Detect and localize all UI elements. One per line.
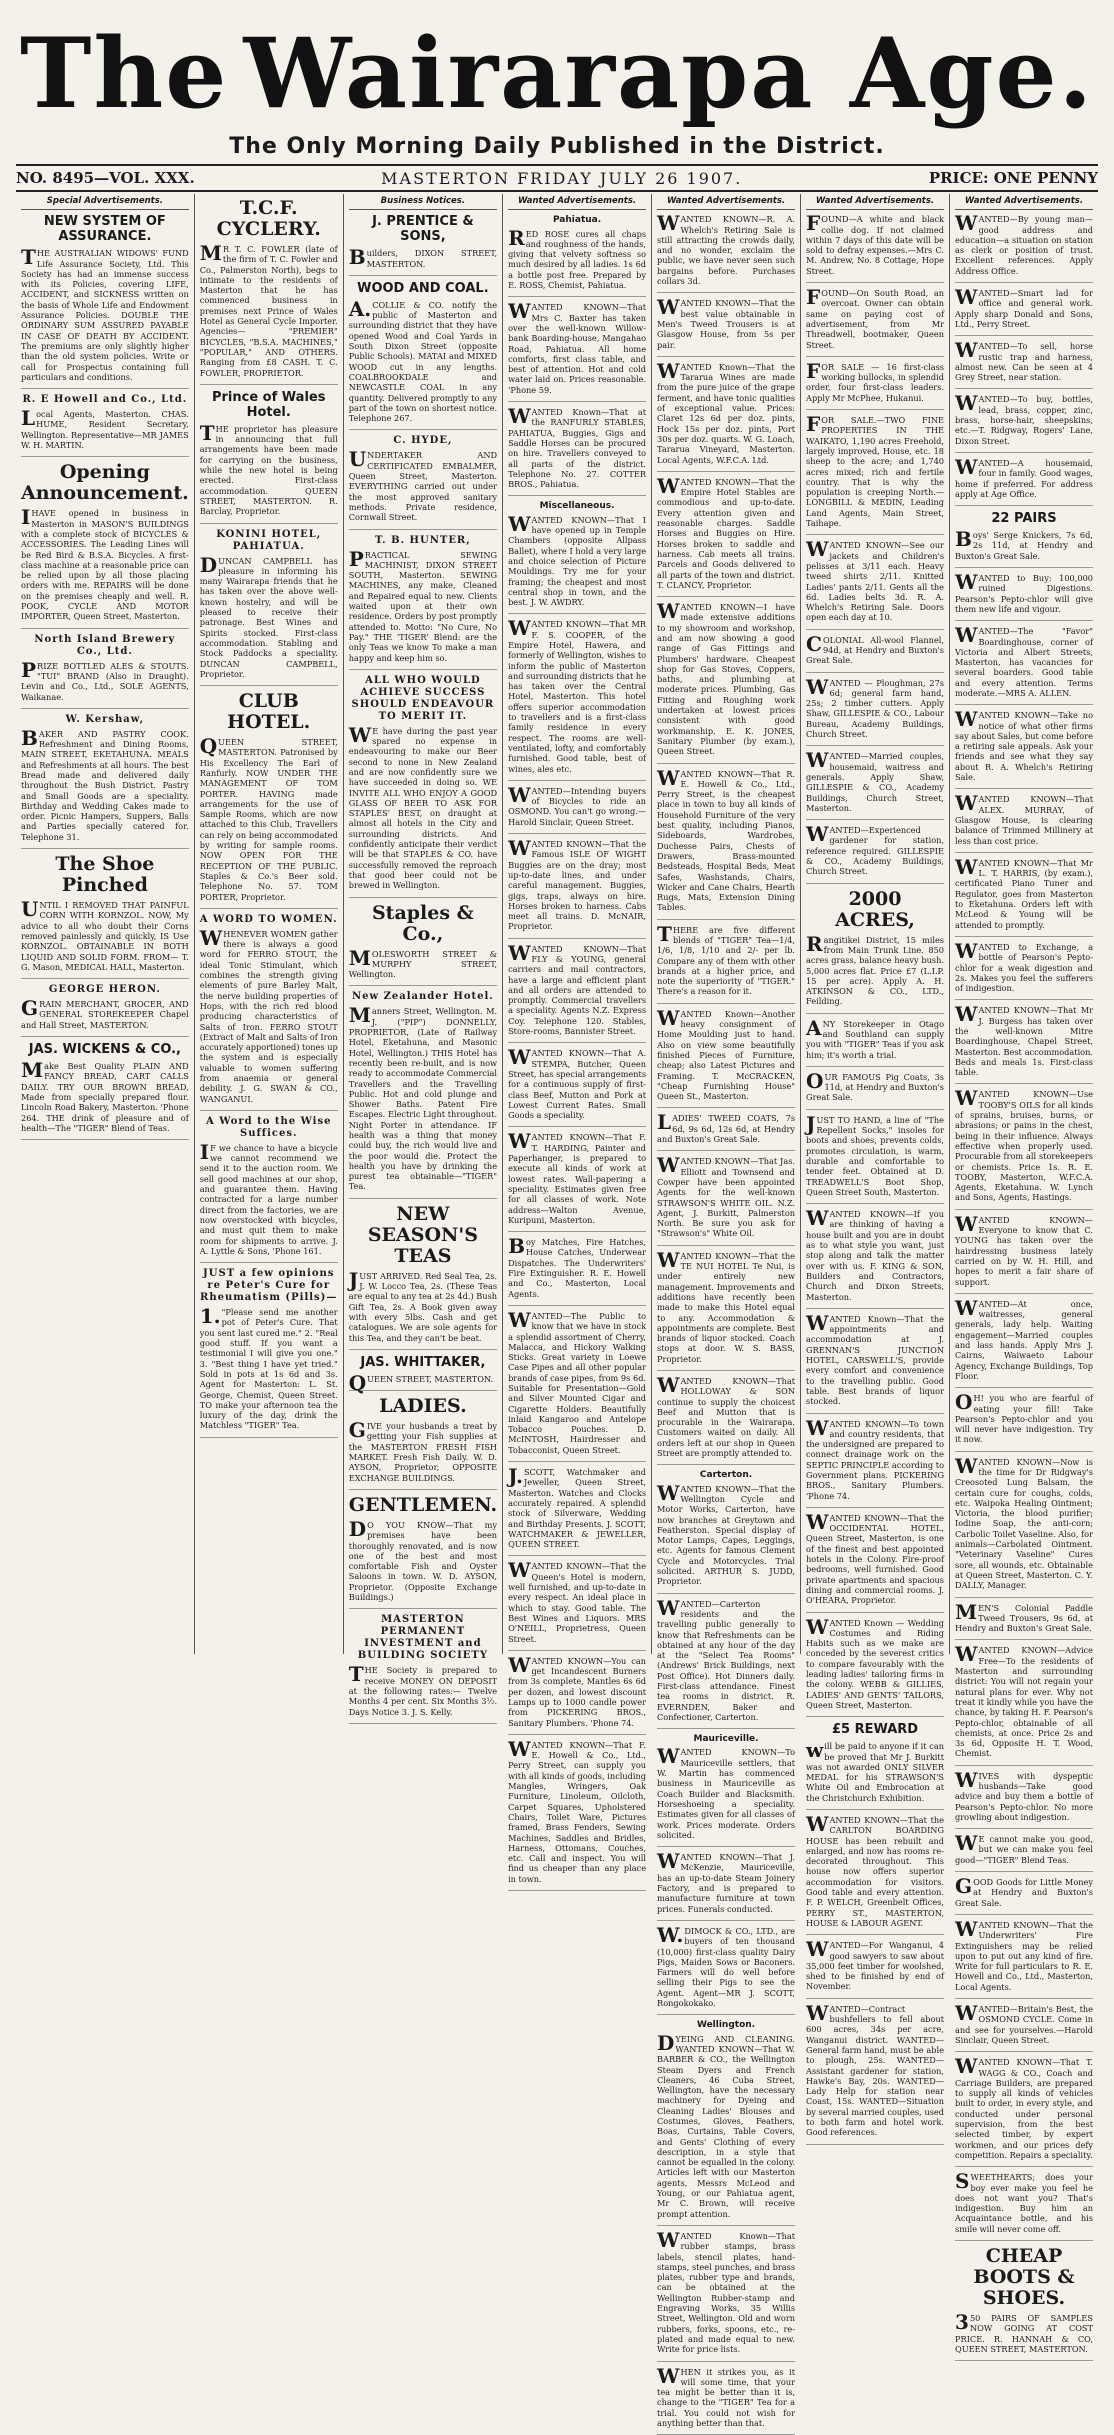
advertisement — [806, 1614, 945, 1718]
advertisement-body: Builders, DIXON STREET, MASTERTON. — [348, 245, 498, 270]
advertisement — [806, 285, 945, 357]
advertisement-heading: GEORGE HERON. — [48, 984, 161, 996]
advertisement — [508, 501, 646, 614]
advertisement — [955, 2246, 1093, 2361]
advertisement — [955, 1642, 1093, 1765]
advertisement — [657, 2020, 795, 2226]
advertisement-body: WANTED KNOWN—To town and country residents, that the undersigned are prepared to connect drainage work on the SEPTIC PRINCIPLE according to Government plans. PICKERING BROS., Sanitary Plumbers. 'Phone 74. — [806, 1415, 945, 1501]
advertisement — [200, 914, 338, 1111]
advertisement — [349, 1614, 497, 1723]
advertisement — [508, 836, 647, 939]
advertisement-body: FOR SALE — 16 first-class working bullocks, in splendid order, four first-class leaders. Apply Mr McPhee, Hukanui. — [806, 358, 945, 403]
advertisement-body: WANTED KNOWN—That the CARLTON BOARDING HOUSE has been rebuilt and enlarged, and now has rooms re-decorated throughout. This house now offers superior accommodation for visitors. Good table and every attention. F. P. WELCH, Greenbelt Offices, PERRY ST., MASTERTON, HOUSE & LABOUR AGENT. — [806, 1812, 945, 1928]
advertisement-heading: J. PRENTICE & SONS, — [372, 214, 474, 245]
advertisement — [200, 1268, 338, 1438]
advertisement-body: WANTED—Carterton residents and the travelling public generally to know that Refreshments can be obtained at any hour of the day at the "Select Tea Rooms" (Andrews' Brick Buildings, next Post Office). Hot Dinners daily. First-class attendance. Finest tea rooms in district. R. EVERNDEN, Baker and Confectioner, Carterton. — [657, 1595, 796, 1722]
advertisement — [806, 1509, 945, 1613]
advertisement — [21, 462, 189, 628]
advertisement-body: Local Agents, Masterton. CHAS. HUME, Resident Secretary, Wellington. Representative—MR JAMES W. H. MARTIN. — [21, 406, 189, 451]
advertisement-body: WHENEVER WOMEN gather there is always a good word for FERRO STOUT, the ideal Tonic Stimulant, which combines the strength giving elements of pure Barley Malt, the nerve building properties of Hops, with the rich red blood producing characteristics of Salts of Iron. FERRO STOUT (Extract of Malt and Salts of Iron accurately apportioned) tones up the system and is especially valuable to women suffering from anaemia or general debility. J. G. SWAN & CO., WANGANUI. — [199, 925, 338, 1104]
advertisement-heading: CLUB HOTEL. — [227, 690, 311, 734]
advertisement-body: WANTED KNOWN—That the best value obtainable in Men's Tweed Trousers is at Glasgow House, from 5s per pair. — [657, 295, 796, 350]
advertisement — [657, 599, 796, 763]
advertisement — [955, 1002, 1093, 1084]
advertisement-heading: GENTLEMEN. — [348, 1493, 498, 1516]
advertisement-heading: T.C.F. CYCLERY. — [216, 197, 321, 240]
advertisement-body: WANTED KNOWN—Everyone to know that C. YOUNG has taken over the hairdressing business lately carried on by W. H. Hill, and hopes to merit a fair share of support. — [955, 1211, 1093, 1287]
advertisement — [657, 1372, 796, 1465]
advertisement — [955, 1831, 1093, 1872]
advertisement-body: JUST ARRIVED. Red Seal Tea, 2s. J. W. Locco Tea, 2s. (These Teas are equal to any tea at 2s 4d.) Bush Gift Tea, 2s. A Book given away with every 5lbs. Cash and get catalogues. We are sole agents for this Tea, and they can't be beat. — [348, 1267, 498, 1343]
advertisement-heading: North Island Brewery Co., Ltd. — [34, 633, 176, 657]
advertisement — [806, 1415, 945, 1508]
advertisement — [200, 390, 338, 524]
advertisement — [657, 1110, 796, 1151]
advertisement-body: Rangitikei District, 15 miles from Main Trunk Line. 850 acres grass, balance heavy bush. 5,000 acres flat. Price £7 (L.I.P. 15 per acre). Apply A. H. ATKINSON & CO., LTD., Feilding. — [806, 931, 945, 1007]
advertisement — [200, 529, 338, 687]
advertisement — [349, 675, 497, 898]
advertisement-body: MEN'S Colonial Paddle Tweed Trousers, 9s 6d, at Hendry and Buxton's Great Sale. — [955, 1599, 1093, 1634]
advertisement — [955, 1599, 1093, 1641]
advertisement-heading: ALL WHO WOULD ACHIEVE SUCCESS SHOULD ENDEAVOUR TO MERIT IT. — [351, 674, 495, 722]
advertisement-body: WANTED KNOWN—Advice Free—To the residents of Masterton and surrounding district: You will not regain your natural plans for ever. Why not treat it kindly while you have the chance, by taking H. F. Pearson's Pepto-chlor, obtainable of all chemists, at once. Price 2s and 3s 6d, Opposite H. T. Wood, Chemist. — [955, 1642, 1093, 1759]
advertisement — [508, 782, 647, 834]
advertisement — [806, 2000, 945, 2145]
column-1 — [16, 194, 195, 1654]
advertisement — [657, 1247, 796, 1371]
advertisement — [508, 1045, 647, 1127]
advertisement — [806, 412, 945, 535]
advertisement-heading: Carterton. — [699, 1470, 753, 1481]
advertisement — [955, 1916, 1093, 1999]
advertisement-body: WIVES with dyspeptic husbands—Take good advice and buy them a bottle of Pearson's Pepto-chlor. No more growling about indigestion. — [955, 1767, 1093, 1822]
title-right: Wairarapa Age. — [243, 16, 1094, 130]
advertisement-heading: MASTERTON PERMANENT INVESTMENT and BUILDING SOCIETY — [357, 1614, 488, 1662]
advertisement-body: WANTED to Exchange, a bottle of Pearson's Pepto-chlor for a weak digestion and 2s. Makes you feel the sufferers of indigestion. — [955, 938, 1093, 994]
advertisement — [955, 854, 1093, 937]
advertisement — [657, 1734, 795, 1847]
advertisement-body: GRAIN MERCHANT, GROCER, AND GENERAL STOREKEEPER Chapel and Hall Street, MASTERTON. — [21, 996, 189, 1030]
advertisement — [657, 1922, 796, 2015]
advertisement-body: IHAVE opened in business in Masterton in MASON'S BUILDINGS with a complete stock of BICYCLES & ACCESSORIES. The Leading Lines will be Red Bird & B.S.A. Bicycles. A first-class machine at a reasonable price can be relied upon by all those placing orders with me. REPAIRS will be done on the premises cheaply and well. R. POOK, CYCLE AND MOTOR IMPORTER, Queen Street, Masterton. — [21, 505, 189, 622]
advertisement-body: WANTED KNOWN—That the OCCIDENTAL HOTEL, Queen Street, Masterton, is one of the finest and best appointed hotels in the Colony. Fire-proof bedrooms, well furnished. Good private apartments and spacious dining and commercial rooms. J. O'HEARA, Proprietor. — [806, 1509, 945, 1606]
advertisement-heading: JUST a few opinions re Peter's Cure for Rheumatism (Pills)— — [200, 1268, 338, 1304]
advertisement — [657, 211, 796, 293]
column-header: Business Notices. — [349, 194, 497, 210]
advertisement — [955, 623, 1093, 705]
advertisement-heading: Miscellaneous. — [539, 501, 615, 512]
advertisement — [955, 338, 1093, 389]
column-3 — [344, 194, 503, 1717]
advertisement — [955, 1874, 1093, 1915]
masthead — [0, 0, 1114, 200]
advertisement-heading: KONINI HOTEL, PAHIATUA. — [216, 528, 322, 552]
advertisement — [657, 2227, 796, 2362]
advertisement-body: WE have during the past year spared no expense in endeavouring to make our Beer second to none in New Zealand and are now confidently sure we have succeeded in doing so. WE INVITE ALL WHO ENJOY A GOOD GLASS OF BEER TO ASK FOR STAPLES' BEST, on draught at almost all hotels in the City and surrounding districts. And confidently anticipate their verdict will be that STAPLES & CO. have successfully removed the reproach that good beer could not be brewed in Wellington. — [348, 722, 498, 891]
advertisement — [508, 1129, 647, 1232]
advertisement — [21, 1042, 189, 1140]
advertisement-body: GOOD Goods for Little Money at Hendry and Buxton's Great Sale. — [955, 1874, 1093, 1908]
advertisement-body: WANTED Known—That at the RANFURLY STABLES, PAHIATUA, Buggies, Gigs and Saddle Horses can be procured on hire. Travellers conveyed to all parts of the district. Telephone No. 27. COTTER BROS., Pahiatua. — [508, 404, 647, 490]
advertisement-body: WANTED Known—That the Tararua Wines are made from the pure juice of the grape ferment, and have tonic qualities of exceptional value. Prices: Claret 12s 6d per doz. pints, Hock 15s per doz. pints, Port 30s per doz. quarts. W. G. Loach, Tararua Vineyard, Masterton. Local Agents, W.F.C.A. Ltd. — [657, 358, 796, 465]
advertisement-body: WANTED—To buy, bottles, lead, brass, copper, zinc, brass, horse-hair, sheepskins, etc.—T. Ridgway, Rogers' Lane, Dixon Street. — [955, 391, 1093, 446]
advertisement — [955, 2169, 1093, 2241]
advertisement-body: WANTED—Intending buyers of Bicycles to ride an OSMOND. You can't go wrong.—Harold Sinclair, Queen Street. — [508, 782, 647, 827]
advertisement-body: WANTED—At once, waitresses, general generals, lady help. Waiting engagement—Married couples and lass hands. Apply Mrs J. Cairns, Waiwaeto Labour Agency, Exchange Buildings, Top Floor. — [955, 1295, 1093, 1381]
advertisement-body: WANTED KNOWN—That F. T. HARDING, Painter and Paperhanger, is prepared to execute all kinds of work at lowest rates. Wall-papering a speciality. Estimates given free for all classes of work. Note address—Walton Avenue, Kuripuni, Masterton. — [508, 1129, 647, 1225]
advertisement-body: Manners Street, Wellington. M. J. ("PIP") DONNELLY, PROPRIETOR, (Late of Railway Hotel, Eketahuna, and Masonic Hotel, Wellington.) THIS Hotel has recently been re-built, and is now ready to accommodate Commercial Travellers and the Travelling Public. Hot and cold plunge and Shower Baths. Patent Fire Escapes. Electric Light throughout. Night Porter in attendance. IF health was a thing that money could buy, the rich would live and the poor would die. Protect the health you have by drinking the purest tea obtainable—"TIGER" Tea. — [348, 1003, 498, 1192]
column-header: Special Advertisements. — [21, 194, 189, 210]
advertisement — [806, 822, 945, 883]
advertisement — [806, 748, 945, 820]
advertisement-body: WHEN it strikes you, as it will some time, that your tea might be better than it is, change to the "TIGER" Tea for a trial. You could not wish for anything better than that. — [657, 2363, 796, 2428]
advertisement — [955, 454, 1093, 506]
advertisement — [657, 1153, 796, 1245]
newspaper-subtitle: The Only Morning Daily Published in the District. — [229, 134, 885, 159]
advertisement-body: WANTED KNOWN—That J. McKenzie, Mauriceville, has an up-to-date Steam Joinery Factory, and is prepared to manufacture furniture at town prices. Funerals conducted. — [657, 1849, 796, 1914]
advertisement — [955, 1086, 1093, 1209]
advertisement-body: 1."Please send me another pot of Peter's Cure. That you sent last cured me." 2. "Real good stuff. If you want a testimonial I will give you one." 3. "Best thing I have yet tried." Sold in pots at 1s 6d and 3s. Agent for Masterton: L. St. George, Chemist, Queen Street. TO make your afternoon tea the luxury of the day, drink the Matchless "TIGER" Tea. — [199, 1304, 338, 1431]
advertisement-body: WANTED KNOWN—That Jas. Elliott and Townsend and Cowper have been appointed Agents for the well-known STRAWSON'S WHITE OIL. N.Z. Agent, J. Burkitt, Palmerston North. Be sure you ask for "Strawson's" White Oil. — [657, 1153, 796, 1239]
advertisement-body: UNTIL I REMOVED THAT PAINFUL CORN WITH KORNZOL. NOW, My advice to all who doubt their Corns removed painlessly and quickly, IS Use KORNZOL. OBTAINABLE IN BOTH LIQUID AND SOLID FORM. FROM— T. G. Mason, MEDICAL HALL, Masterton. — [21, 897, 189, 972]
advertisement-body: WANTED—To sell, horse rustic trap and harness, almost new. Can be seen at 4 Grey Street, near station. — [955, 338, 1093, 383]
advertisement-body: WANTED KNOWN—That the Underwriters' Fire Extinguishers may be relied upon to put out any kind of fire. Write for full particulars to R. E. Howell and Co., Ltd., Masterton, Local Agents. — [955, 1916, 1093, 1992]
advertisement — [955, 2054, 1093, 2167]
advertisement-body: WANTED KNOWN—I have made extensive additions to my showroom and workshop, and am now showing a good range of Gas Fittings and Plumbers' hardware. Cheapest shop for Gas Stoves, Coppers, baths, and plumbing at moderate prices. Plumbing, Gas Fitting and Roughing work undertaken at lowest prices consistent with good workmanship. E. K. JONES, Sanitary Plumber (by exam.), Queen Street. — [657, 599, 796, 757]
advertisement — [21, 634, 189, 709]
advertisement-body: WANTED KNOWN—That Mr L. T. HARRIS, (by exam.), certificated Piano Tuner and Regulator, goes from Masterton to Eketahuna. Orders left with McLeod & Young will be attended to promptly. — [955, 854, 1093, 930]
advertisement-body: PRACTICAL SEWING MACHINIST, DIXON STREET SOUTH, Masterton. SEWING MACHINES, any make, Cleaned and Repaired equal to new. Clients waited upon at their own residence. Orders by post promptly attended to. Motto: "No Cure, No Pay." THE 'TIGER' Blend: are the only Teas we know To make a man happy and keep him so. — [348, 546, 498, 663]
advertisement-body: MOLESWORTH STREET & MURPHY STREET, Wellington. — [348, 945, 498, 980]
advertisement-body: WANTED KNOWN—That the Wellington Cycle and Motor Works, Carterton, have now branches at Greytown and Featherston. Special display of Motor Lamps, Capes, Leggings, etc. Agents for famous Clement Cycle and Motorcycles. Trial solicited. ARTHUR S. JUDD, Proprietor. — [657, 1480, 796, 1587]
advertisement — [508, 404, 647, 496]
advertisement-body: THERE are five different blends of "TIGER" Tea—1/4, 1/6, 1/8, 1/10 and 2/- per lb. Compare any of them with other brands at a higher price, and note the superiority of "TIGER." There's a reason for it. — [657, 921, 796, 997]
advertisement — [955, 1211, 1093, 1294]
advertisement-body: QUEEN STREET, MASTERTON. Patronised by His Excellency The Earl of Ranfurly. NOW UNDER THE MANAGEMENT OF TOM PORTER. HAVING made arrangements for the use of Sample Rooms, which are now attached to this Club, Travellers can rely on being accommodated by writing for sample rooms. NOW OPEN FOR THE RECEPTION OF THE PUBLIC. Staples & Co.'s Beer sold. Telephone No. 57. TOM PORTER, Proprietor. — [199, 734, 338, 902]
advertisement-body: ANY Storekeeper in Otago and Southland can supply you with "TIGER" Teas if you ask him; it's worth a trial. — [806, 1015, 945, 1060]
advertisement-body: WANTED KNOWN—R. A. Whelch's Retiring Sale is still attracting the crowds daily, and no wonder, exclaim the public, we have never seen such bargains before. Purchases collars 3d. — [657, 211, 796, 287]
advertisement-body: SWEETHEARTS; does your boy ever make you feel he does not want you? That's indigestion. Buy him an Acquaintance bottle, and his smile will never come off. — [955, 2169, 1093, 2234]
advertisement-body: GIVE your husbands a treat by getting your Fish supplies at the MASTERTON FRESH FISH MARKET. Fresh Fish Daily. W. D. AYSON, Proprietor, OPPOSITE EXCHANGE BUILDINGS. — [348, 1418, 498, 1483]
advertisement — [806, 631, 945, 673]
advertisement — [955, 791, 1093, 852]
advertisement-body: WANTED Known—That the appointments and accommodation at J. GRENNAN'S JUNCTION HOTEL, CARSWELL'S, provide every comfort and convenience to the travelling public. Good table. Best brands of liquor stocked. — [806, 1310, 945, 1407]
column-4 — [503, 194, 652, 1884]
advertisement-body: MR T. C. FOWLER (late of the firm of T. C. Fowler and Co., Palmerston North), begs to intimate to the residents of Masterton that he has commenced business in premises next Prince of Wales Hotel as General Cycle Importer. Agencies— "PREMIER" BICYCLES, "B.S.A. MACHINES," "POPULAR," AND OTHERS. Ranging from £8 CASH. T. C. FOWLER, PROPRIETOR. — [199, 241, 338, 378]
advertisement — [349, 214, 497, 276]
advertisement-body: J.SCOTT, Watchmaker and Jeweller, Queen Street, Masterton. Watches and Clocks accurately repaired. A splendid stock of Silverware, Wedding and Birthday Presents. J. SCOTT, WATCHMAKER & JEWELLER, QUEEN STREET. — [508, 1464, 647, 1550]
advertisement — [657, 295, 796, 356]
advertisement-heading: Mauriceville. — [693, 1734, 759, 1745]
advertisement-body: WANTED KNOWN—To Mauriceville settlers, that W. Martin has commenced business in Mauriceville as Coach Builder and Blacksmith. Horseshoeing a speciality. Estimates given for all classes of work. Prices moderate. Orders solicited. — [657, 1744, 796, 1840]
advertisement-body: will be paid to anyone if it can be proved that Mr J. Burkitt was not awarded ONLY SILVER MEDAL for his STRAWSON'S White Oil and Embrocation at the Christchurch Exhibition. — [806, 1738, 945, 1803]
advertisement-body: DO YOU KNOW—That my premises have been thoroughly renovated, and is now one of the best and most comfortable Fish and Oyster Saloons in town. W. D. AYSON, Proprietor. (Opposite Exchange Buildings.) — [348, 1516, 498, 1603]
issue-price: PRICE: ONE PENNY — [928, 169, 1098, 187]
advertisement-heading: WOOD AND COAL. — [357, 280, 489, 296]
issue-number: NO. 8495—VOL. XXX. — [16, 169, 195, 187]
advertisement-body: WANTED KNOWN—That the Queen's Hotel is modern, well furnished, and up-to-date in every respect. An ideal place in which to stay. Good table. The Best Wines and Liquors. MRS O'NEILL, Proprietress, Queen Street. — [508, 1558, 647, 1644]
advertisement-body: THE Society is prepared to receive MONEY ON DEPOSIT at the following rates:— Twelve Months 4 per cent. Six Months 3½. Days Notice 3. J. S. Kelly. — [348, 1662, 498, 1717]
advertisement-heading: T. B. HUNTER, — [375, 534, 471, 546]
advertisement — [21, 214, 189, 389]
advertisement-heading: JAS. WICKENS & CO., — [28, 1042, 181, 1058]
advertisement-body: DUNCAN CAMPBELL has pleasure in informing his many Wairarapa friends that he has taken over the above well-known hostelry, and will be pleased to receive their patronage. Best Wines and Spirits stocked. First-class accommodation. Stabling and Stock Paddocks a speciality. DUNCAN CAMPBELL, Proprietor. — [199, 552, 338, 679]
advertisement-body: WANTED—Married couples, housemaid, waitress and generals. Apply Shaw, GILLESPIE & CO., Academy Buildings, Church Street, Masterton. — [806, 748, 945, 813]
advertisement-heading: Prince of Wales Hotel. — [211, 389, 326, 420]
advertisement — [806, 358, 945, 410]
advertisement — [21, 714, 189, 849]
advertisement-body: Boys' Serge Knickers, 7s 6d, 2s 11d, at Hendry and Buxton's Great Sale. — [955, 527, 1093, 561]
advertisement-body: WANTED KNOWN—That MR F. S. COOPER, of the Empire Hotel, Hawera, and formerly of Wellington, wishes to inform the public of Masterton and surrounding districts that he has taken over the Central Hotel, Masterton. This hotel offers superior accommodation to travellers and is a first-class family residence in every respect. The rooms are well-ventilated, lofty, and comfortably furnished. Good table, best of wines, ales etc. — [508, 616, 647, 774]
advertisement-body: WANTED KNOWN—That the TE NUI HOTEL Te Nui, is under entirely new management. Improvements and additions have recently been made to make this Hotel equal to any. Accommodation & appointments are complete. Best brands of liquor stocked. Coach stops at door. W. S. BASS, Proprietor. — [657, 1247, 796, 1364]
column-6 — [801, 194, 950, 2138]
advertisement — [955, 511, 1093, 568]
advertisement-body: WANTED—Contract bushfellers to fell about 600 acres, 34s per acre, Wanganui district. WANTED—General farm hand, must be able to plough, 25s. WANTED—Assistant gardener for station, Hawke's Bay, 20s. WANTED—Lady Help for station near Coast, 15s. WANTED—Situation by several married couples, used to both farm and hotel work. Good references. — [806, 2000, 945, 2138]
advertisement — [657, 358, 796, 472]
advertisement-body: WANTED Known—Another heavy consignment of Home Moulding just to hand. Also on view some beautifully finished Pieces of Furniture, cheap; also Latest Pictures and Framing. T. McCRACKEN, "Cheap Furnishing House" Queen St., Masterton. — [657, 1005, 796, 1102]
advertisement-body: WANTED—Britain's Best, the OSMOND CYCLE. Come in and see for yourselves.—Harold Sinclair, Queen Street. — [955, 2001, 1093, 2045]
advertisement-heading: Wellington. — [696, 2020, 756, 2031]
advertisement — [349, 991, 497, 1198]
advertisement — [508, 1736, 647, 1891]
advertisement-heading: A WORD TO WOMEN. — [199, 913, 338, 925]
advertisement-body: BAKER AND PASTRY COOK. Refreshment and Dining Rooms, MAIN STREET, EKETAHUNA. MEALS and Refreshments at all hours. The best Bread made and delivered daily throughout the Bush District. Pastry and Small Goods are a speciality. Birthday and Wedding Cakes made to order. Picnic Hampers, Suppers, Balls and Parties specially catered for. Telephone 31. — [21, 725, 189, 842]
advertisement-body: WANTED KNOWN—If you are thinking of having a house built and you are in doubt as to what style you want, just stop along and talk the matter over with us. F. KING & SON, Builders and Contractors, Church and Dixon Streets, Masterton. — [806, 1206, 945, 1302]
advertisement — [21, 394, 189, 457]
advertisement — [657, 921, 796, 1004]
advertisement — [508, 1558, 647, 1650]
advertisement-body: WANTED—For Wanganui, 4 good sawyers to saw about 35,000 feet timber for woolshed, shed to be finished by end of November. — [806, 1937, 945, 1992]
advertisement-body: WANTED KNOWN—See our jackets and Children's pelisses at 3/11 each. Heavy tweed shirts 2/11. Knitted Ladies' pants 2/11. Gents all the 6d. Ladies belts 3d. R. A. Whelch's Retiring Sale. Doors open each day at 10. — [806, 537, 945, 623]
advertisement — [657, 473, 796, 597]
advertisement — [508, 1464, 647, 1556]
advertisement-body: WANTED KNOWN—That T. WAGG & CO., Coach and Carriage Builders, are prepared to supply all kinds of vehicles built to order, in every style, and conducted under personal supervision, from the best selected timber, by expert workmen, and our prices defy competition. Repairs a speciality. — [955, 2054, 1093, 2160]
advertisement-heading: 2000 ACRES, — [835, 887, 915, 931]
advertisement — [657, 1849, 796, 1921]
advertisement-heading: The Shoe Pinched — [55, 853, 155, 897]
advertisement — [348, 1354, 497, 1395]
advertisement-heading: NEW SYSTEM OF ASSURANCE. — [43, 214, 166, 245]
advertisement-body: PRIZE BOTTLED ALES & STOUTS. "TUI" BRAND (Also in Draught). Levin and Co., Ltd., SOLE AGENTS, Waikanae. — [21, 657, 189, 702]
advertisement-body: WANTED—Experienced gardener for station, reference required. GILLESPIE & CO., Academy Buildings, Church Street. — [806, 822, 945, 877]
advertisement — [955, 391, 1093, 452]
advertisement — [349, 281, 497, 431]
column-header: Wanted Advertisements. — [508, 194, 646, 210]
advertisement-body: WANTED KNOWN—That Mrs C. Baxter has taken over the well-known Willow-bank Boarding-house, Mangahao Road, Pahiatua. All home comforts, first class table, and best of attention. Hot and cold water laid on. Prices reasonable. 'Phone 59. — [508, 299, 647, 395]
advertisement-body: FOUND—On South Road, an overcoat. Owner can obtain same on paying cost of advertisement, from Mr Threadwell, bootmaker, Queen Street. — [806, 285, 945, 350]
advertisement-body: WANTED KNOWN—Take no notice of what other firms say about Sales, but come before a retiring sale appeals. Ask your friends and see what they say about R. A. Whelch's Retiring Sale. — [955, 707, 1093, 783]
advertisement — [806, 211, 945, 283]
newspaper-title — [20, 18, 1094, 128]
advertisement — [955, 938, 1093, 1000]
title-left: The — [20, 16, 229, 130]
advertisement-body: WANTED to Buy: 100,000 ruined Digestions. Pearson's Pepto-chlor will give them new life and vigour. — [955, 570, 1093, 614]
advertisement — [200, 198, 338, 385]
advertisement-body: FOR SALE.—TWO FINE PROPERTIES IN THE WAIKATO, 1,190 acres Freehold, largely improved, House, etc. 18 sheep to the acre; and 1,740 acres mixed; rich and fertile country. That is why the population is creeping North.—LONGBILL & MEDIN, Leading Land Agents, Main Street, Taihape. — [806, 412, 945, 529]
advertisement-heading: Staples & Co., — [371, 901, 474, 945]
advertisement — [508, 1307, 647, 1462]
advertisement-body: UNDERTAKER AND CERTIFICATED EMBALMER, Queen Street, Masterton. EVERYTHING carried out under the most approved sanitary methods. Private residence, Cornwall Street. — [348, 447, 498, 523]
advertisement — [349, 1204, 497, 1350]
advertisement-body: WANTED Known—That rubber stamps, brass labels, stencil plates, hand-stamps, steel punches, and brass plates, rubber type and brands, can be obtained at the Wellington Rubber-stamp and Engraving Works, 35 Willis Street, Wellington. Old and worn rubbers, forks, spoons, etc., re-plated and made equal to new. Write for price lists. — [657, 2227, 796, 2355]
advertisement — [657, 2363, 796, 2435]
advertisement-body: JUST TO HAND, a line of "The Repellent Socks," insoles for boots and shoes, prevents colds, promotes circulation, is warm, durable and comfortable to tender feet. Obtained at D. TREADWELL'S Boot Shop, Queen Street South, Masterton. — [806, 1111, 945, 1197]
advertisement — [349, 1495, 497, 1609]
advertisement-body: QUEEN STREET, MASTERTON. — [348, 1370, 494, 1395]
advertisement — [508, 940, 647, 1044]
advertisement-body: WANTED — Ploughman, 27s 6d; general farm hand, 25s; 2 timber cutters. Apply Shaw, GILLESPIE & CO., Labour Bureau, Academy Buildings, Church Street. — [806, 674, 945, 740]
columns-container — [16, 194, 1098, 2428]
advertisement — [955, 211, 1093, 283]
advertisement-body: THE proprietor has pleasure in announcing that full arrangements have been made for carrying on the business, while the new hotel is being erected. First-class accommodation. QUEEN STREET, MASTERTON. R. Barclay, Proprietor. — [199, 420, 338, 517]
advertisement — [200, 691, 338, 909]
advertisement — [806, 1812, 945, 1935]
advertisement — [955, 707, 1093, 789]
advertisement — [657, 1005, 796, 1109]
advertisement-heading: Opening Announcement. — [21, 461, 189, 505]
advertisement-heading: NEW SEASON'S TEAS — [367, 1202, 478, 1267]
column-header: Wanted Advertisements. — [955, 194, 1093, 210]
advertisement-body: WANTED KNOWN—That FLY & YOUNG, general carriers and mail contractors, have a large and efficient plant and all orders are attended to promptly. Commercial travellers a speciality. Agents N.Z. Express Coy. Telephone 120. Stables, Store-rooms, Bannister Street. — [508, 940, 647, 1037]
advertisement-heading: C. HYDE, — [393, 435, 453, 447]
advertisement-body: WANTED—Smart lad for office and general work. Apply sharp Donald and Sons, Ltd., Perry Street. — [955, 285, 1093, 329]
advertisement-body: WANTED KNOWN—Use TOOBY'S OILS for all kinds of sprains, bruises, burns, or abrasions; or pains in the chest, being in their influence. Always effective when properly used. Procurable from all storekeepers or chemists. Price 1s. R. E. TOOBY, Masterton, W.F.C.A. Agents, Eketahuna. W. Lynch and Sons, Agents, Hastings. — [955, 1086, 1093, 1203]
advertisement-body: COLONIAL All-wool Flannel, 94d, at Hendry and Buxton's Great Sale. — [806, 631, 945, 666]
column-7 — [950, 194, 1098, 2354]
advertisement-heading: W. Kershaw, — [65, 713, 145, 725]
advertisement — [806, 674, 945, 747]
advertisement — [508, 1652, 647, 1735]
advertisement-body: FOUND—A white and black collie dog. If not claimed within 7 days of this date will be sold to defray expenses.—Mrs C. M. Andrew, No. 8 Cottage, Hope Street. — [806, 211, 945, 276]
advertisement-body: LADIES' TWEED COATS, 7s 6d, 9s 6d, 12s 6d, at Hendry and Buxton's Great Sale. — [657, 1110, 796, 1145]
advertisement-body: WANTED KNOWN—You can get Incandescent Burners from 3s complete, Mantles 6s 6d per dozen, and lowest discount Lamps up to 1000 candle power from PICKERING BROS., Sanitary Plumbers. 'Phone 74. — [508, 1652, 647, 1728]
advertisement — [657, 1470, 795, 1593]
advertisement — [806, 1310, 945, 1414]
advertisement-body: WANTED KNOWN—That HOLLOWAY & SON continue to supply the choicest Beef and Mutton that is procurable in the Wairarapa. Customers waited on daily. All orders left at our shop in Queen Street are promptly attended to. — [657, 1372, 796, 1459]
advertisement — [349, 535, 497, 670]
advertisement-body: WANTED KNOWN—That ALEX. MURRAY, of Glasgow House, is clearing balance of Trimmed Millinery at less than cost price. — [955, 791, 1093, 846]
advertisement — [806, 537, 945, 629]
advertisement-heading: A Word to the Wise Suffices. — [206, 1115, 332, 1139]
advertisement — [200, 1116, 338, 1263]
advertisement-body: WANTED—By young man—good address and education—a situation on station as clerk or position of trust. Excellent references. Apply Address Office. — [955, 211, 1093, 276]
column-header: Wanted Advertisements. — [657, 194, 795, 210]
advertisement-body: OUR FAMOUS Pig Coats, 3s 11d, at Hendry and Buxton's Great Sale. — [806, 1068, 945, 1103]
advertisement-body: WANTED KNOWN—That the Famous ISLE OF WIGHT Buggies are on the dray; most up-to-date lines, and under careful management. Buggies, gigs, traps, always on hire. Horses broken to harness. Cabs meet all trains. D. McNAIR, Proprietor. — [508, 836, 647, 932]
advertisement-heading: LADIES. — [379, 1395, 467, 1418]
advertisement — [955, 1390, 1093, 1451]
advertisement — [349, 1396, 497, 1490]
advertisement-heading: CHEAP BOOTS & SHOES. — [973, 2244, 1075, 2309]
advertisement — [955, 1767, 1093, 1829]
dateline — [16, 164, 1098, 192]
advertisement-body: IF we chance to have a bicycle we cannot recommend we send it to the auction room. We sell good machines at our shop, and guarantee them. Having contracted for a large number direct from the factories, we are now overstocked with bicycles, and must quit them to make room for shipments to arrive. J. A. Lyttle & Sons, 'Phone 161. — [199, 1139, 338, 1256]
advertisement-body: W.DIMOCK & CO., LTD., are buyers of ten thousand (10,000) first-class quality Dairy Pigs, Maiden Sows or Baconers. Farmers will do well before selling their Pigs to see the Agent. Agent—MR J. SCOTT, Rongokokako. — [657, 1922, 796, 2009]
advertisement — [508, 215, 646, 297]
advertisement-heading: Pahiatua. — [552, 215, 602, 226]
advertisement — [806, 1068, 945, 1110]
advertisement-body: RED ROSE cures all chaps and roughness of the hands, giving that velvety softness so much desired by all ladies. 1s 6d a bottle post free. Prepared by E. ROSS, Chemist, Pahiatua. — [508, 225, 647, 291]
advertisement-body: WANTED KNOWN—That F. E. Howell & Co., Ltd., Perry Street, can supply you with all kinds of goods, including Mangles, Wringers, Oak Furniture, Linoleum, Oilcloth, Carpet Squares, Upholstered Chairs, Toilet Ware, Pictures framed, Brass Fenders, Sewing Machines, Saddles and Bridles, Harness, Ottomans, Couches, etc. Call and inspect. You will find us cheaper than any place in town. — [508, 1736, 647, 1884]
advertisement — [806, 1206, 945, 1309]
advertisement — [955, 1295, 1093, 1388]
advertisement-body: DYEING AND CLEANING. WANTED KNOWN—That W. BARBER & CO., the Wellington Steam Dyers and French Cleaners, 46 Cuba Street, Wellington, have the necessary machinery for Dyeing and Cleaning Ladies' Blouses and Costumes, Gloves, Feathers, Boas, Curtains, Table Covers, and Gents' Clothing of every description, in a style that cannot be equalled in the colony. Articles left with our Masterton agents, Messrs McLeod and Young, or our Pahiatua agent, Mr C. Brown, will receive prompt attention. — [657, 2030, 796, 2219]
advertisement — [508, 616, 647, 780]
advertisement — [657, 1595, 796, 1730]
advertisement-body: WANTED—The "Favor" Boardinghouse, corner of Victoria and Albert Streets, Masterton, has vacancies for several boarders. Good table and every attention. Terms moderate.—MRS A. ALLEN. — [955, 623, 1093, 698]
advertisement — [21, 984, 189, 1037]
advertisement-body: WANTED KNOWN—That the Empire Hotel Stables are commodious and up-to-date. Every attention given and reasonable charges. Saddle Horses and Buggies on Hire. Horses broken to saddle and harness. Cab meets all trains. Parcels and Goods delivered to all parts of the town and district. T. CLANCY, Proprietor. — [657, 473, 796, 590]
advertisement-body: Boy Matches, Fire Hatches, House Catches, Underwear Dispatches. The Underwriters' Fire Extinguisher. R. E. Howell and Co., Masterton, Local Agents. — [508, 1234, 647, 1299]
issue-date: MASTERTON FRIDAY JULY 26 1907. — [381, 168, 743, 188]
advertisement-body: WE cannot make you good, but we can make you feel good—"TIGER" Blend Teas. — [955, 1831, 1093, 1865]
advertisement-body: WANTED KNOWN—That Mr J. Burgess has taken over the well-known Mitre Boardinghouse, Chapel Street, Masterton. Best accommodation. Beds and meals 1s. First-class table. — [955, 1002, 1093, 1078]
advertisement — [508, 1234, 647, 1306]
advertisement-heading: 22 PAIRS — [991, 511, 1057, 527]
advertisement-body: Make Best Quality PLAIN AND FANCY BREAD, CART CALLS DAILY. TRY OUR BROWN BREAD, Made from specially prepared flour. Lincoln Road Bakery, Masterton. 'Phone 264. THE drink of pleasure and of health—The "TIGER" Blend of Teas. — [21, 1058, 189, 1133]
advertisement — [806, 1937, 945, 1998]
advertisement-heading: £5 REWARD — [831, 1722, 919, 1738]
advertisement — [955, 2001, 1093, 2052]
advertisement — [21, 854, 189, 979]
advertisement — [806, 1015, 945, 1067]
advertisement-body: WANTED KNOWN—That I have opened up in Temple Chambers (opposite Allpass Ballet), where I hold a very large and choice selection of Picture Mouldings. Try me for your framing; the cheapest and most central shop in town, and the best. J. W. AWDRY. — [508, 511, 647, 608]
advertisement-body: WANTED KNOWN—That R. E. Howell & Co., Ltd., Perry Street, is the cheapest place in town to buy all kinds of Household Furniture of the very best quality, including Pianos, Sideboards, Wardrobes, Duchesse Pairs, Chests of Drawers, Brass-mounted Bedsteads, Hospital Beds, Meat Safes, Washstands, Chairs, Wicker and Cane Chairs, Hearth Rugs, Mats, Extension Dining Tables. — [657, 765, 796, 913]
advertisement-heading: New Zealander Hotel. — [352, 991, 494, 1003]
column-header: Wanted Advertisements. — [806, 194, 944, 210]
advertisement-body: WANTED KNOWN—That A. STEMPA, Butcher, Queen Street, has special arrangements for a continuous supply of first-class Beef, Mutton and Pork at Lowest Current Rates. Small Goods a speciality. — [508, 1045, 647, 1121]
advertisement-heading: JAS. WHITTAKER, — [360, 1354, 486, 1370]
advertisement-body: 350 PAIRS OF SAMPLES NOW GOING AT COST PRICE. R. HANNAH & CO, QUEEN STREET, MASTERTON. — [955, 2309, 1093, 2354]
column-2 — [195, 194, 344, 1654]
advertisement-body: A.COLLIE & CO. notify the public of Masterton and surrounding district that they have opened Wood and Coal Yards in South Dixon Street (opposite Public Schools). MATAI and MIXED WOOD cut in any lengths. COALBROOKDALE and NEWCASTLE COAL in any quantity. Delivered promptly to any part of the town on shortest notice. Telephone 267. — [348, 296, 498, 424]
advertisement — [349, 903, 497, 987]
advertisement-heading: R. E Howell and Co., Ltd. — [22, 394, 188, 406]
advertisement — [955, 285, 1093, 336]
advertisement — [955, 1453, 1093, 1598]
advertisement — [806, 889, 944, 1014]
advertisement — [657, 765, 796, 920]
advertisement — [349, 435, 497, 529]
advertisement-body: WANTED—A housemaid, four in family. Good wages, home if preferred. For address apply at Age Office. — [955, 454, 1093, 499]
advertisement-body: OH! you who are fearful of eating your fill! Take Pearson's Pepto-chlor and you will never have indigestion. Try it now. — [955, 1390, 1093, 1445]
advertisement — [508, 299, 647, 402]
column-5 — [652, 194, 801, 2428]
advertisement — [955, 570, 1093, 621]
advertisement-body: WANTED—The Public to know that we have in stock a splendid assortment of Cherry, Malacca, and Hickory Walking Sticks. Great variety in Loewe Case Pipes and all other popular brands of case pipes, from 9s 6d. Suitable for Presentation—Gold and Silver Mounted Cigar and Cigarette Holders. Beautifully inlaid Kangaroo and Antelope Tobacco Pouches. D. McINTOSH, Hairdresser and Tobacconist, Queen Street. — [508, 1307, 647, 1455]
advertisement-body: WANTED KNOWN—Now is the time for Dr Ridgway's Creosoted Lung Balsam, the certain cure for coughs, colds, etc. Waipoka Healing Ointment; Victoria, the blood purifier; Iodine Soap, the anti-corn; Carbolic Toilet Vaseline. Also, for animals—Carbolated Ointment. "Veterinary Vaseline" Cures sore, all wounds, etc. Obtainable at Queen Street, Masterton. C. Y. DALLY, Manager. — [955, 1453, 1093, 1591]
advertisement — [806, 1722, 944, 1810]
advertisement-body: THE AUSTRALIAN WIDOWS' FUND Life Assurance Society, Ltd. This Society has had an immense success with its Policies, covering LIFE, ACCIDENT, and SICKNESS written on the basis of Whole Life and Endowment Assurance Policies. DOUBLE THE ORDINARY SUM ASSURED PAYABLE IN CASE OF DEATH BY ACCIDENT. The premiums are only slightly higher than the old system policies. Write or call for Prospectus containing full particulars and conditions. — [21, 245, 189, 382]
advertisement-body: WANTED Known — Wedding Costumes and Riding Habits such as we make are conceded by the severest critics to compare favourably with the leading ladies' tailoring firms in the colony. WEBB & GILLIES, LADIES' AND GENTS' TAILORS, Queen Street, Masterton. — [806, 1614, 945, 1710]
advertisement — [806, 1111, 945, 1204]
